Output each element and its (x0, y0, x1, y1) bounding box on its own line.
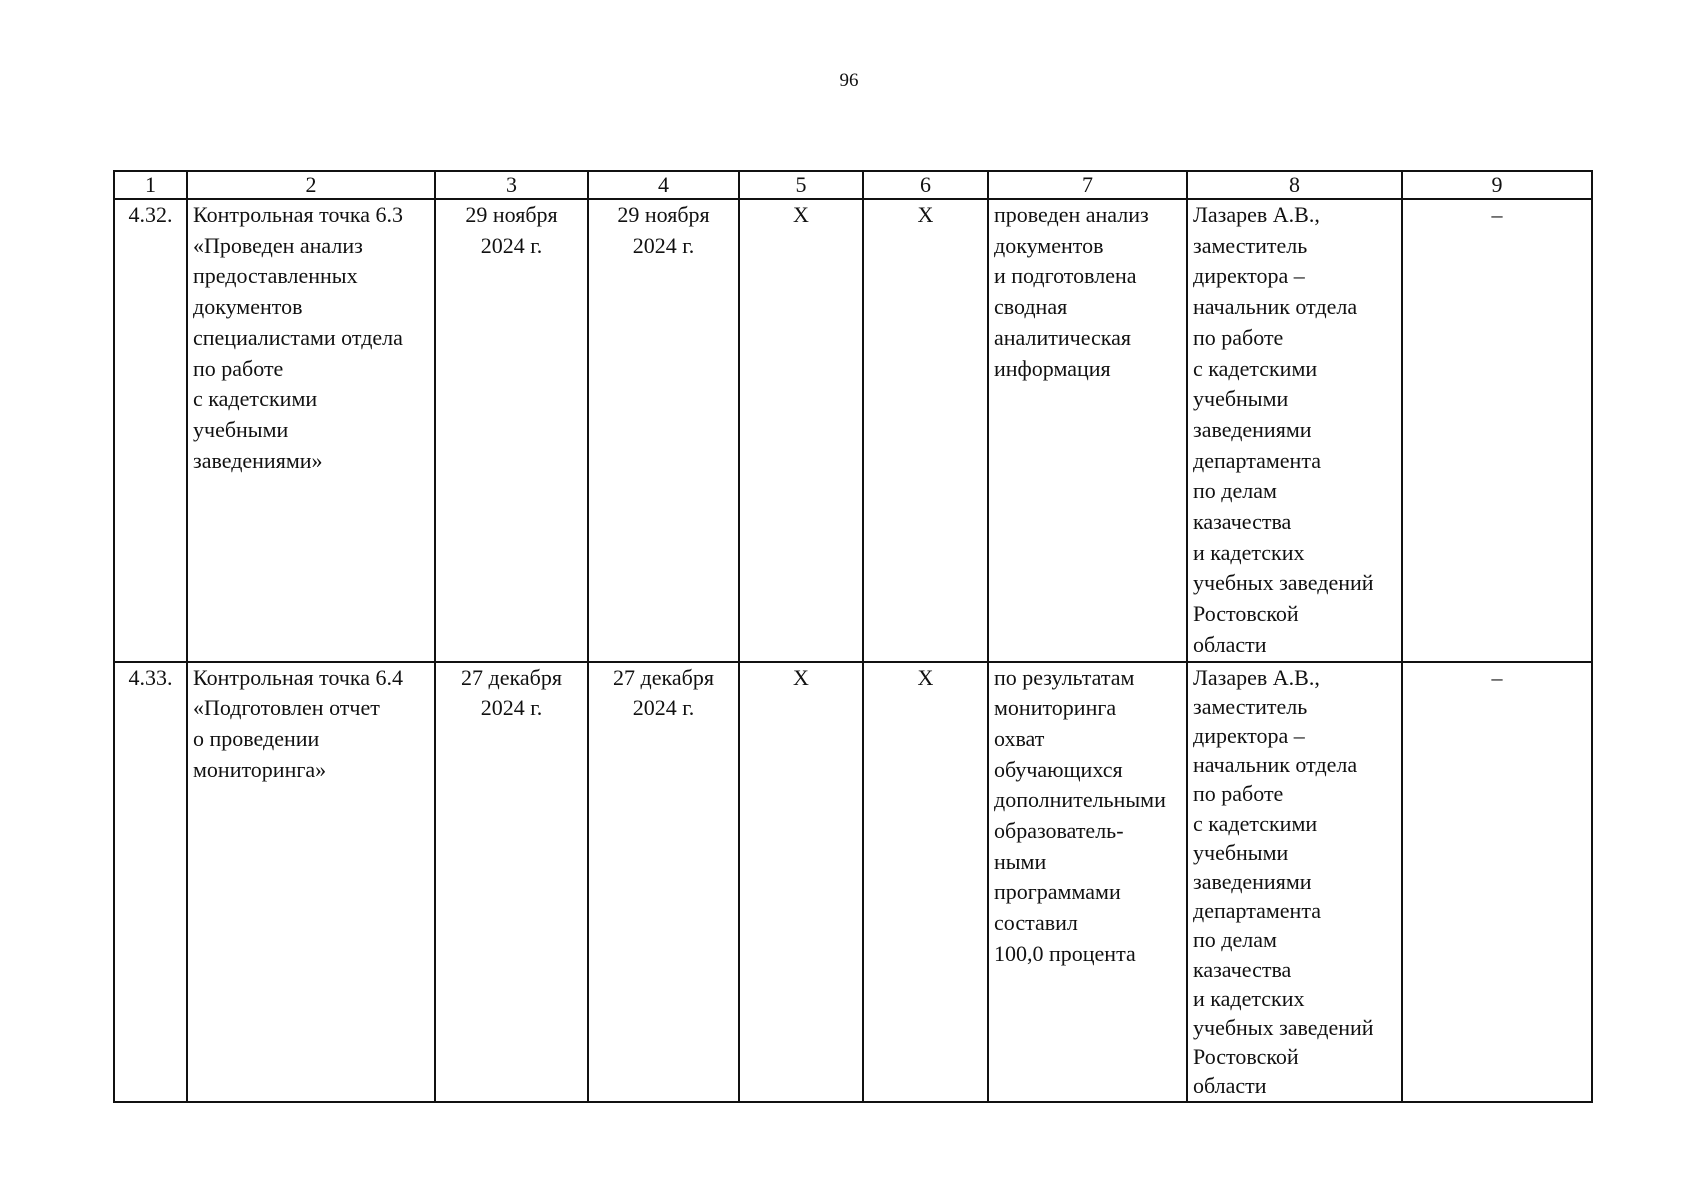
text-line: мониторинга» (193, 756, 327, 782)
row-number: 4.33. (114, 662, 187, 1102)
text-line: проведен анализ (994, 202, 1149, 227)
text-line: казачества (1193, 509, 1292, 535)
table-row (114, 199, 1592, 662)
text-line: документов (994, 232, 1104, 258)
text-line: 2024 г. (480, 232, 543, 258)
responsible-person (1187, 199, 1402, 662)
text-line: заведениями» (193, 447, 323, 473)
text-line: области (1193, 1073, 1267, 1099)
text-line: программами (994, 879, 1121, 905)
text-line: с кадетскими (1193, 810, 1318, 836)
text-line: 2024 г. (480, 695, 543, 721)
text-line: департамента (1193, 898, 1321, 924)
text-line: заместитель (1193, 232, 1308, 258)
text-line: директора – (1193, 722, 1305, 748)
control-point-name (187, 199, 435, 662)
column-header: 8 (1187, 171, 1402, 199)
text-line: по результатам (994, 664, 1135, 690)
text-line: составил (994, 910, 1078, 936)
text-line: департамента (1193, 447, 1321, 473)
column-header: 9 (1402, 171, 1592, 199)
column-5-value: Х (739, 662, 863, 1102)
text-line: сводная (994, 294, 1068, 320)
text-line: учебных заведений (1193, 570, 1374, 596)
text-line: дополнительными (994, 787, 1166, 813)
result-description (988, 199, 1187, 662)
control-point-name (187, 662, 435, 1102)
result-description (988, 662, 1187, 1102)
text-line: 27 декабря (613, 664, 714, 690)
text-line: по работе (193, 355, 284, 381)
column-header: 4 (588, 171, 739, 199)
text-line: информация (994, 355, 1111, 381)
text-line: охват (994, 725, 1045, 751)
text-line: учебными (1193, 386, 1289, 412)
text-line: по делам (1193, 478, 1277, 504)
column-header: 6 (863, 171, 988, 199)
text-line: 2024 г. (632, 695, 695, 721)
end-date (588, 662, 739, 1102)
responsible-person (1187, 662, 1402, 1102)
text-line: документов (193, 294, 303, 320)
text-line: «Проведен анализ (193, 232, 363, 258)
text-line: начальник отдела (1193, 294, 1358, 320)
text-line: образователь- (994, 818, 1124, 844)
text-line: с кадетскими (193, 386, 318, 412)
text-line: Лазарев А.В., (1193, 202, 1320, 227)
text-line: 27 декабря (461, 664, 562, 690)
text-line: казачества (1193, 956, 1292, 982)
start-date (435, 199, 588, 662)
text-line: о проведении (193, 725, 320, 751)
column-6-value: Х (863, 199, 988, 662)
column-header: 1 (114, 171, 187, 199)
column-header: 3 (435, 171, 588, 199)
text-line: Лазарев А.В., (1193, 664, 1320, 690)
text-line: учебными (193, 416, 289, 442)
text-line: области (1193, 631, 1267, 657)
text-line: Ростовской (1193, 601, 1299, 627)
text-line: начальник отдела (1193, 752, 1358, 778)
text-line: заведениями (1193, 868, 1312, 894)
row-number: 4.32. (114, 199, 187, 662)
text-line: Ростовской (1193, 1044, 1299, 1070)
header-row (114, 171, 1592, 199)
text-line: 29 ноября (617, 202, 710, 227)
text-line: и подготовлена (994, 263, 1137, 289)
page-number: 96 (839, 70, 859, 91)
text-line: с кадетскими (1193, 355, 1318, 381)
text-line: и кадетских (1193, 539, 1305, 565)
column-header: 5 (739, 171, 863, 199)
start-date (435, 662, 588, 1102)
column-6-value: Х (863, 662, 988, 1102)
text-line: предоставленных (193, 263, 358, 289)
text-line: мониторинга (994, 695, 1117, 721)
column-5-value: Х (739, 199, 863, 662)
text-line: «Подготовлен отчет (193, 695, 380, 721)
text-line: 100,0 процента (994, 940, 1136, 966)
text-line: 2024 г. (632, 232, 695, 258)
text-line: по делам (1193, 927, 1277, 953)
text-line: аналитическая (994, 324, 1132, 350)
text-line: и кадетских (1193, 985, 1305, 1011)
text-line: Контрольная точка 6.4 (193, 664, 404, 690)
text-line: учебных заведений (1193, 1014, 1374, 1040)
end-date (588, 199, 739, 662)
text-line: по работе (1193, 781, 1284, 807)
text-line: директора – (1193, 263, 1305, 289)
column-9-value: – (1402, 662, 1592, 1102)
column-9-value: – (1402, 199, 1592, 662)
text-line: 29 ноября (465, 202, 558, 227)
table-row (114, 662, 1592, 1102)
text-line: ными (994, 848, 1047, 874)
text-line: специалистами отдела (193, 324, 403, 350)
text-line: заместитель (1193, 693, 1308, 719)
text-line: Контрольная точка 6.3 (193, 202, 404, 227)
text-line: по работе (1193, 324, 1284, 350)
text-line: заведениями (1193, 416, 1312, 442)
plan-table (113, 170, 1593, 1103)
column-header: 2 (187, 171, 435, 199)
column-header: 7 (988, 171, 1187, 199)
text-line: учебными (1193, 839, 1289, 865)
text-line: обучающихся (994, 756, 1123, 782)
